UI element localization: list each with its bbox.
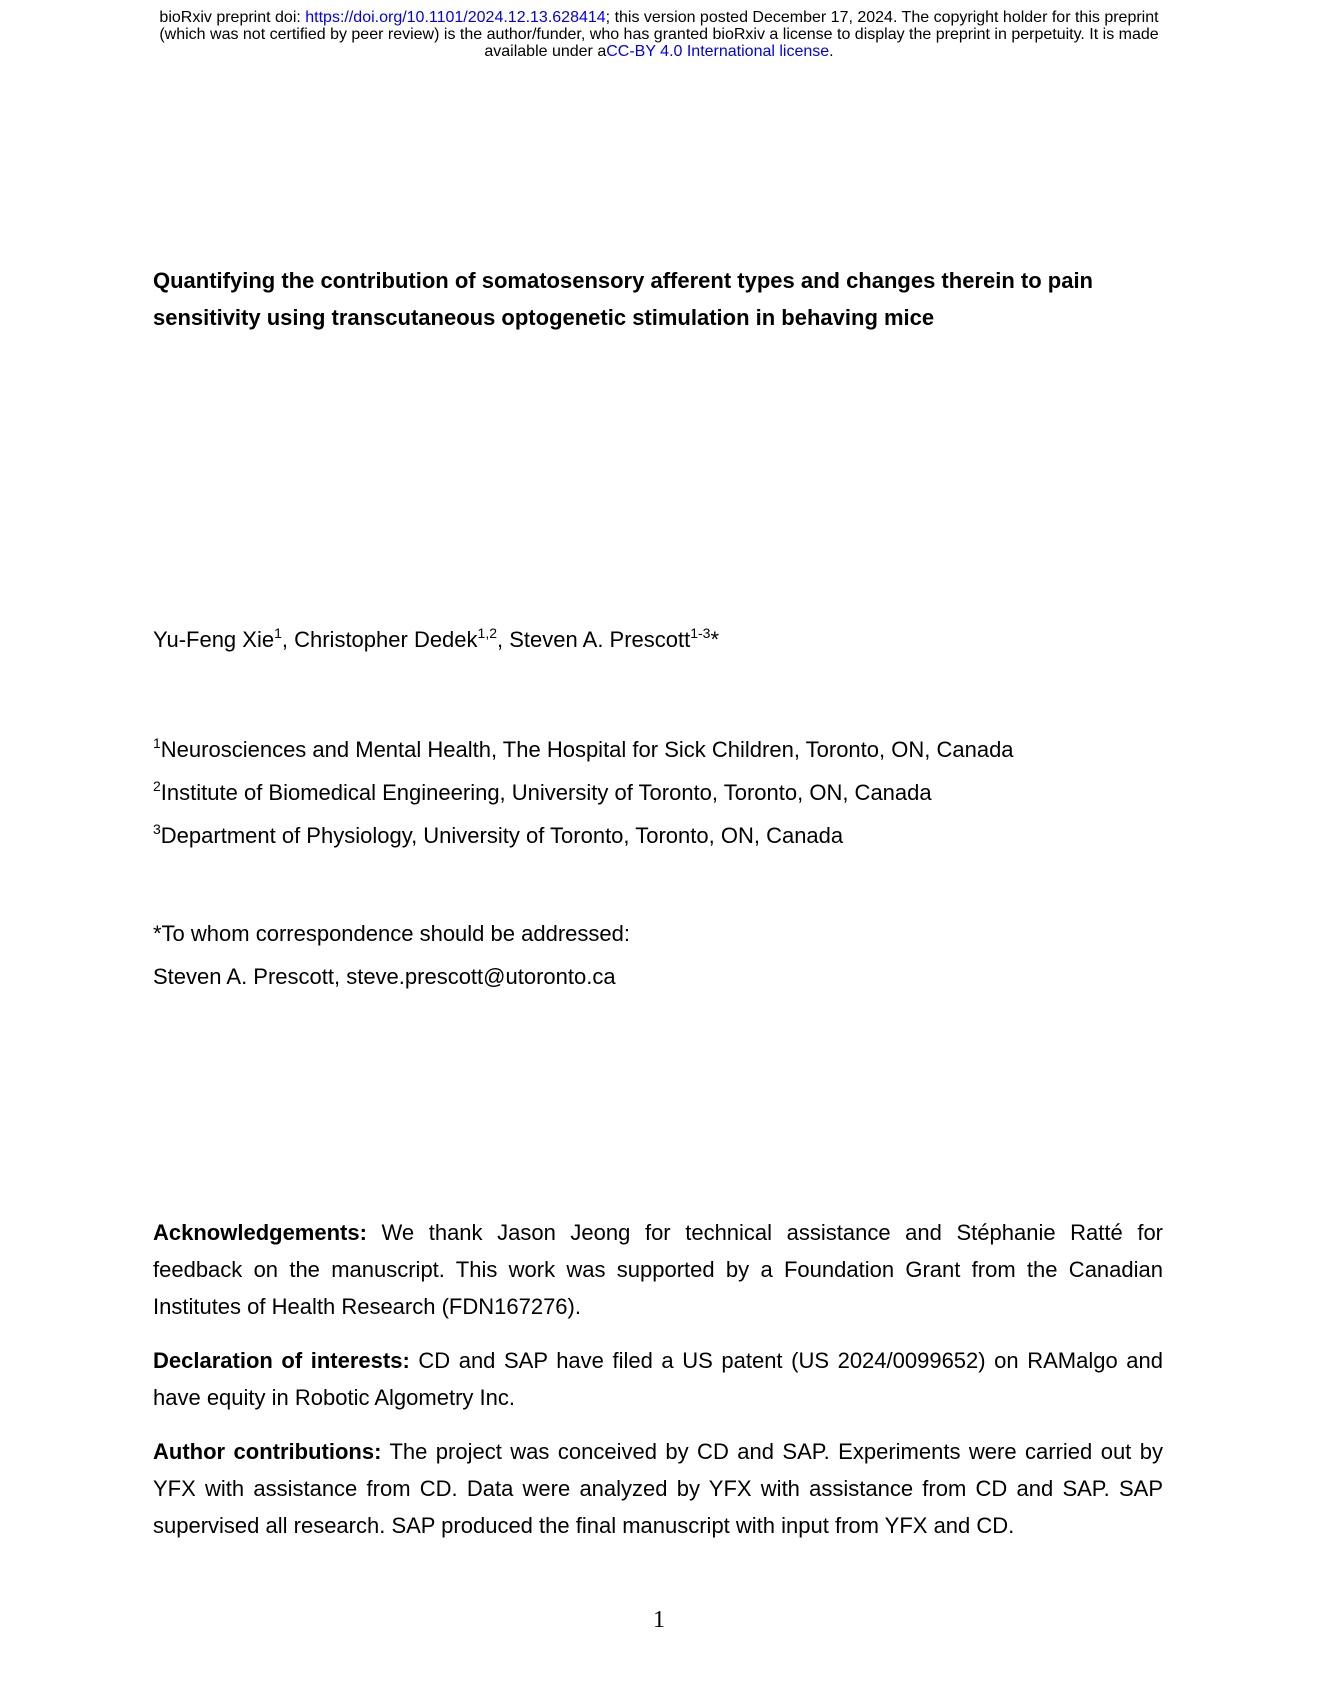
author-list	[153, 621, 719, 658]
acknowledgements-paragraph	[153, 1214, 1163, 1325]
paper-title: Quantifying the contribution of somatosensory afferent types and changes therein to pain sensitivity using transcutaneous optogenetic stimulation in behaving mice	[153, 268, 1093, 330]
affiliation-item	[153, 728, 1163, 771]
author-name: Yu-Feng Xie	[153, 627, 275, 652]
header-line-1	[0, 9, 1318, 26]
author-affiliation-marker: 1,2	[477, 625, 498, 641]
header-line-2: (which was not certified by peer review) is the author/funder, who has granted bioRxiv a license to display the preprint in perpetuity. It is made	[159, 26, 1159, 43]
affiliation-marker: 2	[153, 778, 161, 794]
author-separator: ,	[497, 627, 510, 652]
declarations-section	[153, 1214, 1163, 1561]
interests-paragraph	[153, 1342, 1163, 1416]
affiliation-marker: 3	[153, 821, 161, 837]
affiliation-item	[153, 771, 1163, 814]
correspondence-contact: Steven A. Prescott, steve.prescott@utoronto.ca	[153, 964, 616, 989]
header-line-1-prefix: bioRxiv preprint doi:	[159, 9, 306, 26]
author-affiliation-marker: 1	[274, 625, 282, 641]
correspondence-block	[153, 912, 630, 998]
interests-label: Declaration of interests:	[153, 1348, 410, 1373]
affiliation-text: Department of Physiology, University of Toronto, Toronto, ON, Canada	[160, 823, 844, 848]
affiliation-item	[153, 814, 1163, 857]
affiliation-text: Neurosciences and Mental Health, The Hospital for Sick Children, Toronto, ON, Canada	[160, 737, 1014, 762]
corresponding-author-marker: *	[710, 627, 720, 652]
contributions-text: The project was conceived by CD and SAP. Experiments were carried out by YFX with assistance from CD. Data were analyzed by YFX with assistance from CD and SAP. SAP supervised all research. SAP produced the final manuscript with input from YFX and CD.	[153, 1439, 1163, 1538]
author-separator: ,	[281, 627, 295, 652]
author-name: Steven A. Prescott	[509, 627, 691, 652]
header-line-3-suffix: .	[829, 43, 834, 60]
license-link[interactable]: CC-BY 4.0 International license	[606, 43, 830, 60]
affiliation-text: Institute of Biomedical Engineering, University of Toronto, Toronto, ON, Canada	[160, 780, 932, 805]
affiliation-marker: 1	[153, 735, 161, 751]
header-line-1-suffix: ; this version posted December 17, 2024. The copyright holder for this preprint	[605, 9, 1159, 26]
author-name: Christopher Dedek	[294, 627, 478, 652]
preprint-header	[0, 9, 1318, 60]
interests-text: CD and SAP have filed a US patent (US 2024/0099652) on RAMalgo and have equity in Robotic Algometry Inc.	[153, 1348, 1164, 1410]
header-line-3-prefix: available under a	[484, 43, 607, 60]
doi-link[interactable]: https://doi.org/10.1101/2024.12.13.628414	[305, 9, 606, 26]
acknowledgements-label: Acknowledgements:	[153, 1220, 367, 1245]
header-line-3	[0, 43, 1318, 60]
affiliation-list	[153, 728, 1163, 857]
author-affiliation-marker: 1-3	[690, 625, 711, 641]
acknowledgements-text: We thank Jason Jeong for technical assistance and Stéphanie Ratté for feedback on the manuscript. This work was supported by a Foundation Grant from the Canadian Institutes of Health Research (FDN167276).	[153, 1220, 1163, 1319]
contributions-paragraph	[153, 1433, 1163, 1544]
page-number: 1	[653, 1607, 665, 1633]
correspondence-heading: *To whom correspondence should be addressed:	[153, 921, 630, 946]
contributions-label: Author contributions:	[153, 1439, 382, 1464]
